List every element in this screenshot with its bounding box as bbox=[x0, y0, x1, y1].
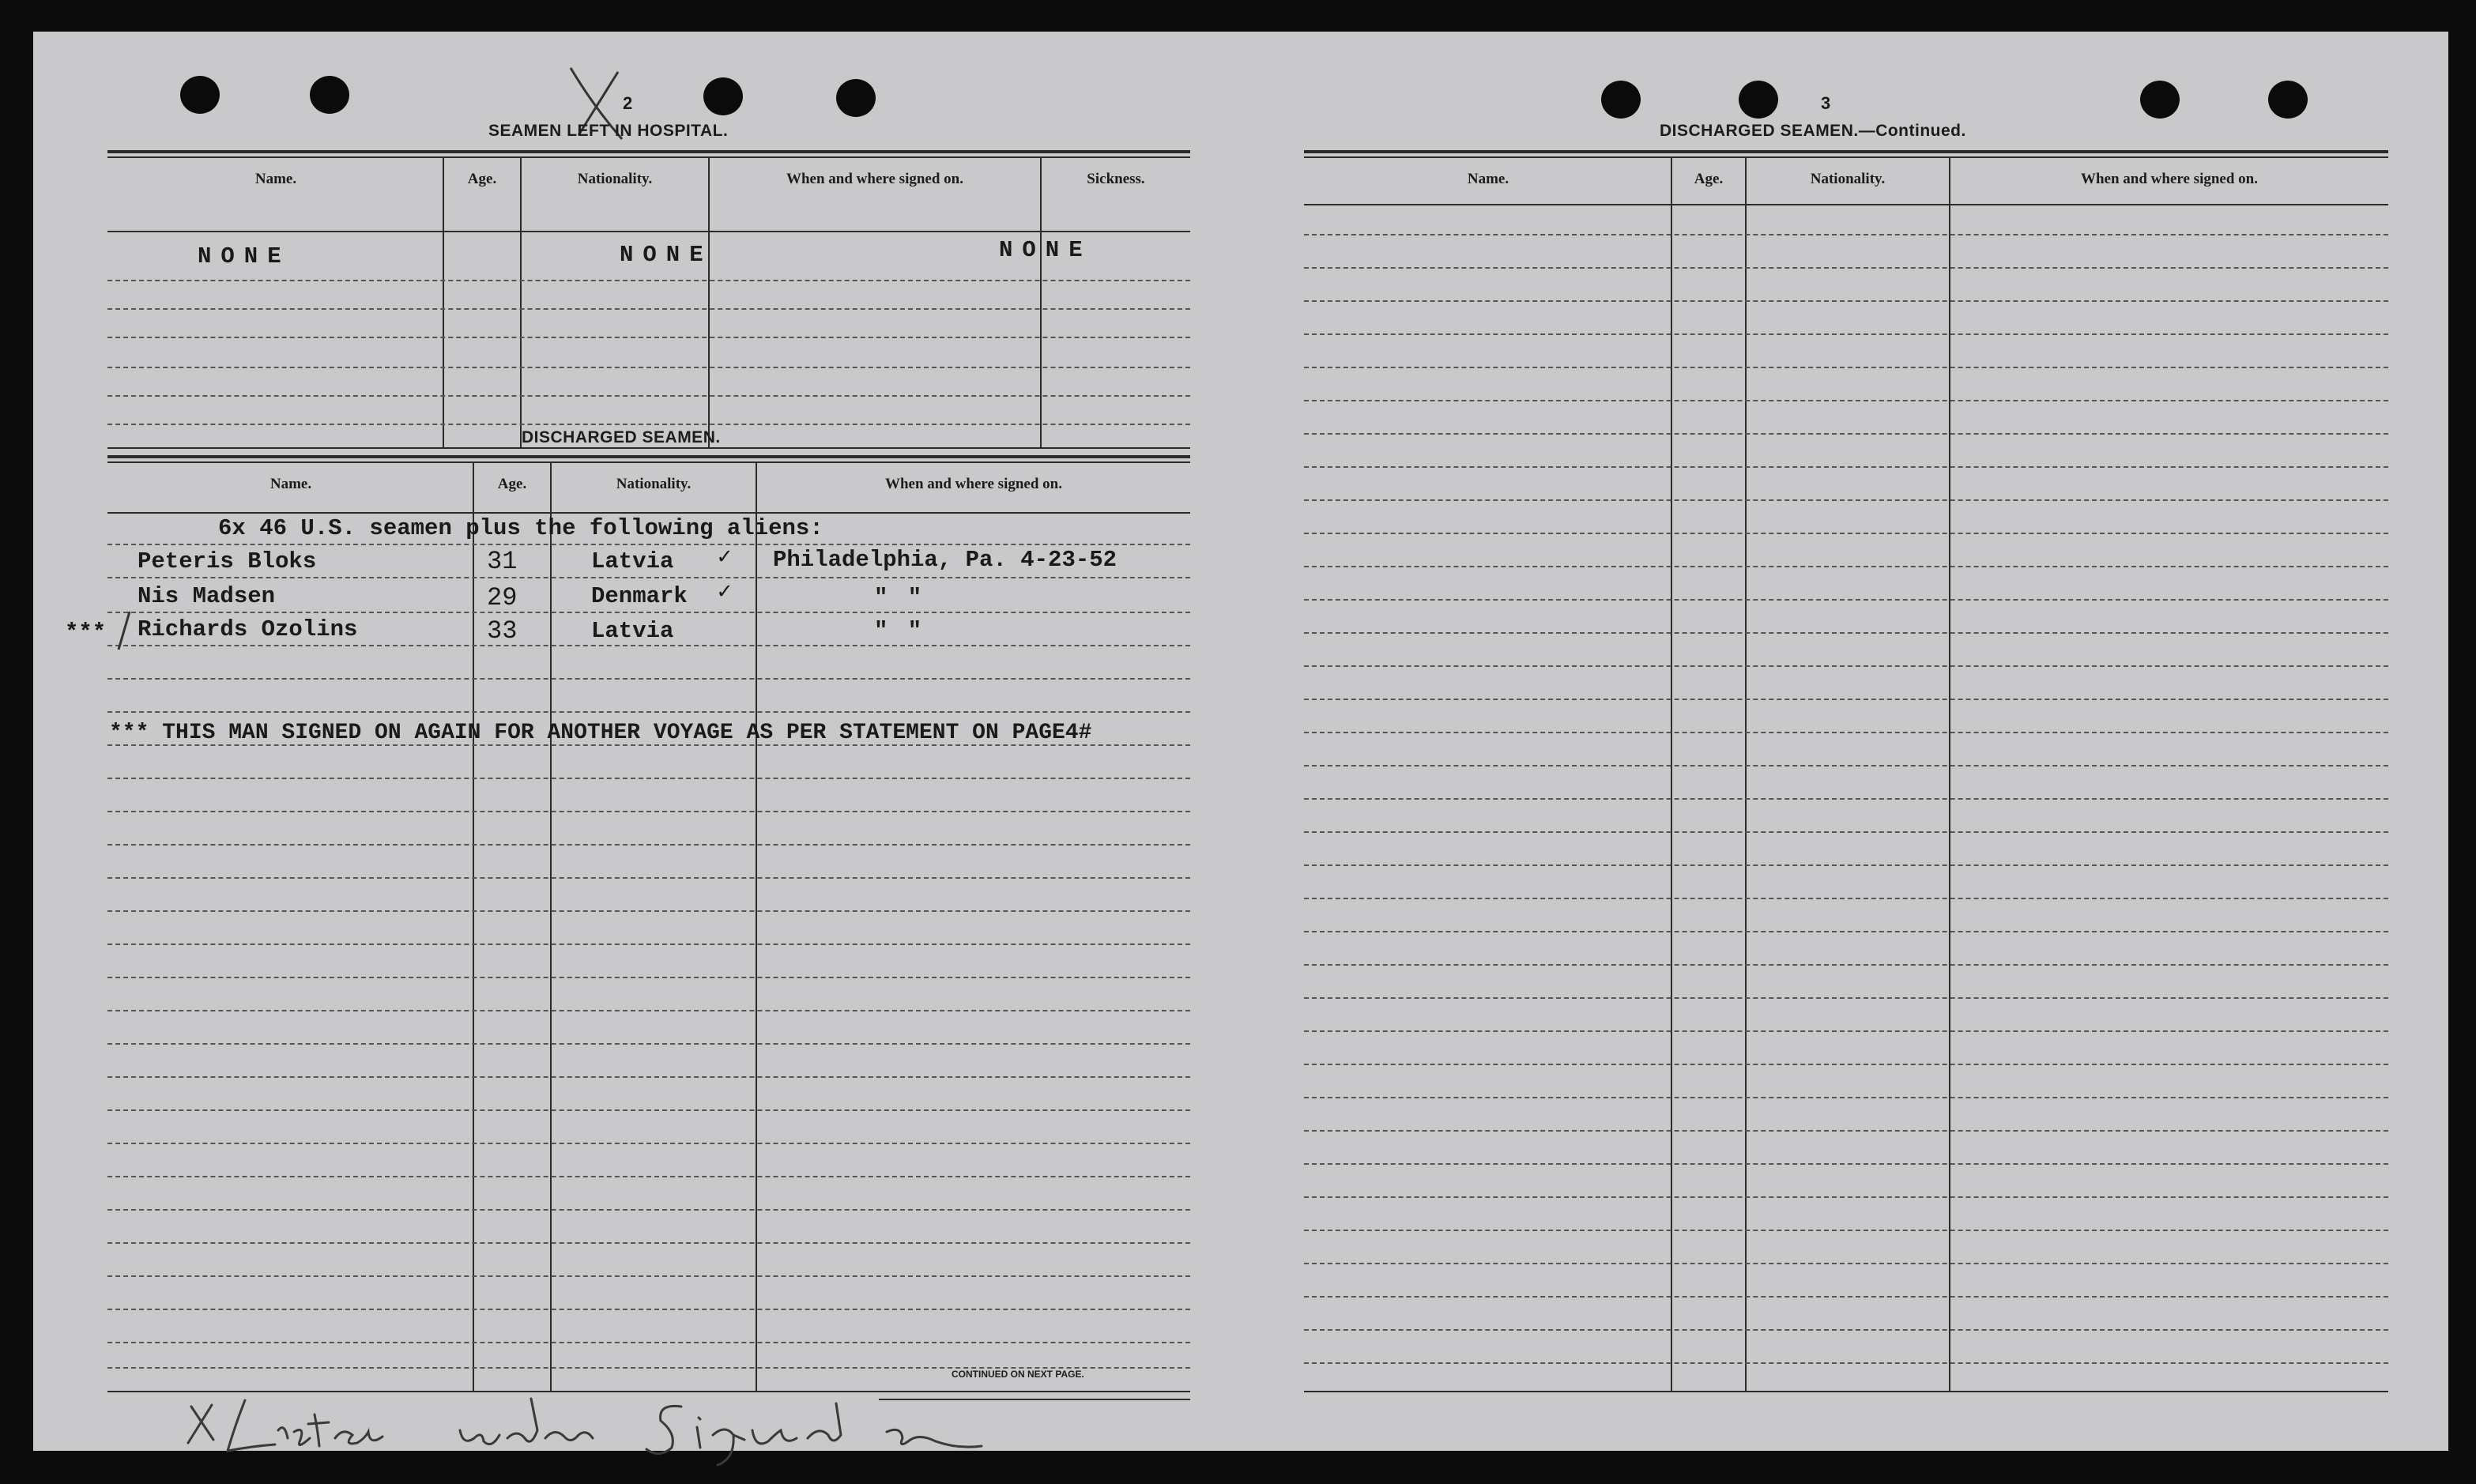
ruled-line bbox=[107, 1043, 1190, 1045]
column-divider bbox=[1949, 156, 1950, 1391]
ruled-line bbox=[107, 1275, 1190, 1277]
footnote-text: *** THIS MAN SIGNED ON AGAIN FOR ANOTHER VOYAGE AS PER STATEMENT ON PAGE4# bbox=[109, 721, 1092, 745]
column-header-nationality: Nationality. bbox=[1810, 171, 1886, 187]
ruled-line bbox=[1304, 400, 2388, 401]
seaman-age: 31 bbox=[487, 547, 518, 576]
row-marker: *** bbox=[65, 620, 107, 646]
ruled-line bbox=[1304, 1130, 2388, 1132]
ruled-line bbox=[107, 395, 1190, 397]
ruled-line bbox=[107, 1209, 1190, 1211]
ruled-line bbox=[107, 544, 1190, 545]
right-section-title: DISCHARGED SEAMEN.—Continued. bbox=[1660, 122, 1966, 140]
table-border bbox=[1304, 1391, 2388, 1392]
ruled-line bbox=[1304, 533, 2388, 534]
ruled-line bbox=[1304, 234, 2388, 235]
ruled-line bbox=[107, 1309, 1190, 1310]
ruled-line bbox=[1304, 1296, 2388, 1298]
punch-hole bbox=[310, 76, 349, 114]
column-divider bbox=[473, 461, 474, 1391]
ruled-line bbox=[1304, 433, 2388, 435]
handwritten-slash-mark bbox=[112, 607, 136, 654]
table-border bbox=[107, 447, 1190, 449]
column-header-signed-on: When and where signed on. bbox=[786, 171, 963, 187]
ruled-line bbox=[1304, 300, 2388, 302]
column-divider bbox=[1671, 156, 1672, 1391]
handwritten-note bbox=[160, 1383, 1045, 1470]
column-divider bbox=[520, 156, 522, 447]
ruled-line bbox=[107, 678, 1190, 680]
ruled-line bbox=[1304, 599, 2388, 601]
ruled-line bbox=[1304, 1196, 2388, 1198]
check-mark: ✓ bbox=[718, 579, 732, 605]
ruled-line bbox=[107, 612, 1190, 613]
seaman-nationality: Latvia bbox=[591, 618, 674, 644]
discharged-intro-line: 6x 46 U.S. seamen plus the following aliens: bbox=[218, 515, 823, 541]
table-border bbox=[107, 156, 1190, 158]
ruled-line bbox=[1304, 1329, 2388, 1331]
ruled-line bbox=[107, 977, 1190, 978]
seaman-nationality: Denmark bbox=[591, 583, 688, 609]
column-divider bbox=[1745, 156, 1747, 1391]
ruled-line bbox=[107, 944, 1190, 945]
ruled-line bbox=[107, 1010, 1190, 1011]
ruled-line bbox=[1304, 699, 2388, 700]
ruled-line bbox=[1304, 1163, 2388, 1165]
punch-hole bbox=[1739, 81, 1778, 119]
punch-hole bbox=[703, 77, 743, 115]
table-border bbox=[107, 231, 1190, 232]
punch-hole bbox=[1601, 81, 1641, 119]
ruled-line bbox=[107, 424, 1190, 425]
ruled-line bbox=[1304, 632, 2388, 634]
ruled-line bbox=[1304, 1263, 2388, 1264]
page-number-right: 3 bbox=[1821, 93, 1831, 113]
ruled-line bbox=[1304, 864, 2388, 866]
ruled-line bbox=[1304, 1030, 2388, 1032]
ruled-line bbox=[107, 1143, 1190, 1144]
ruled-line bbox=[107, 844, 1190, 846]
ruled-line bbox=[1304, 665, 2388, 667]
seaman-signed-on: " " bbox=[874, 585, 925, 611]
punch-hole bbox=[180, 76, 220, 114]
seaman-age: 29 bbox=[487, 583, 518, 612]
column-divider bbox=[550, 461, 552, 1391]
hospital-nationality-entry: NONE bbox=[620, 242, 713, 268]
ruled-line bbox=[107, 910, 1190, 912]
ruled-line bbox=[107, 1109, 1190, 1111]
ruled-line bbox=[1304, 732, 2388, 733]
column-header-signed-on: When and where signed on. bbox=[884, 476, 1062, 492]
hospital-section-title: SEAMEN LEFT IN HOSPITAL. bbox=[488, 122, 729, 140]
column-divider bbox=[756, 461, 757, 1391]
seaman-age: 33 bbox=[487, 616, 518, 646]
table-border bbox=[1304, 156, 2388, 158]
ruled-line bbox=[1304, 566, 2388, 567]
ruled-line bbox=[107, 811, 1190, 812]
seaman-name: Richards Ozolins bbox=[138, 616, 358, 642]
column-header-name: Name. bbox=[254, 171, 297, 187]
column-divider bbox=[708, 156, 710, 447]
page-number-left: 2 bbox=[623, 93, 633, 113]
table-border bbox=[107, 455, 1190, 458]
ruled-line bbox=[1304, 466, 2388, 468]
ruled-line bbox=[107, 1076, 1190, 1078]
ruled-line bbox=[107, 877, 1190, 879]
ruled-line bbox=[1304, 931, 2388, 932]
seaman-signed-on: " " bbox=[874, 618, 925, 644]
ruled-line bbox=[1304, 1230, 2388, 1231]
check-mark: ✓ bbox=[718, 544, 732, 571]
ruled-line bbox=[107, 778, 1190, 779]
ruled-line bbox=[107, 280, 1190, 281]
table-border bbox=[107, 512, 1190, 514]
ruled-line bbox=[1304, 798, 2388, 800]
ruled-line bbox=[107, 1342, 1190, 1343]
column-header-nationality: Nationality. bbox=[577, 171, 653, 187]
table-border bbox=[107, 461, 1190, 463]
ruled-line bbox=[107, 1242, 1190, 1244]
document-sheet bbox=[33, 32, 2448, 1451]
table-border bbox=[1304, 150, 2388, 153]
ruled-line bbox=[1304, 898, 2388, 899]
hospital-sickness-entry: NONE bbox=[999, 237, 1092, 263]
ruled-line bbox=[1304, 499, 2388, 501]
seaman-name: Nis Madsen bbox=[138, 583, 276, 609]
ruled-line bbox=[107, 1176, 1190, 1177]
column-header-age: Age. bbox=[497, 476, 527, 492]
ruled-line bbox=[1304, 367, 2388, 368]
column-header-signed-on: When and where signed on. bbox=[2080, 171, 2258, 187]
ruled-line bbox=[1304, 831, 2388, 833]
column-divider bbox=[1040, 156, 1042, 447]
ruled-line bbox=[107, 337, 1190, 338]
ruled-line bbox=[107, 645, 1190, 646]
ruled-line bbox=[1304, 997, 2388, 999]
column-divider bbox=[443, 156, 444, 447]
table-border bbox=[1304, 204, 2388, 205]
continued-label: CONTINUED ON NEXT PAGE. bbox=[952, 1369, 1084, 1380]
seaman-nationality: Latvia bbox=[591, 548, 674, 574]
ruled-line bbox=[1304, 267, 2388, 269]
column-header-name: Name. bbox=[269, 476, 312, 492]
punch-hole bbox=[836, 79, 876, 117]
seaman-name: Peteris Bloks bbox=[138, 548, 317, 574]
ruled-line bbox=[1304, 964, 2388, 966]
ruled-line bbox=[1304, 333, 2388, 335]
ruled-line bbox=[1304, 1362, 2388, 1364]
ruled-line bbox=[1304, 1064, 2388, 1065]
ruled-line bbox=[107, 367, 1190, 368]
punch-hole bbox=[2268, 81, 2308, 119]
punch-hole bbox=[2140, 81, 2180, 119]
column-header-sickness: Sickness. bbox=[1087, 171, 1145, 187]
column-header-nationality: Nationality. bbox=[616, 476, 692, 492]
ruled-line bbox=[107, 711, 1190, 713]
table-border bbox=[107, 150, 1190, 153]
ruled-line bbox=[107, 577, 1190, 578]
ruled-line bbox=[1304, 765, 2388, 766]
seaman-signed-on: Philadelphia, Pa. 4-23-52 bbox=[773, 547, 1117, 573]
hospital-name-entry: NONE bbox=[198, 243, 291, 269]
discharged-section-title: DISCHARGED SEAMEN. bbox=[522, 428, 721, 446]
column-header-age: Age. bbox=[467, 171, 497, 187]
ruled-line bbox=[1304, 1097, 2388, 1098]
column-header-name: Name. bbox=[1467, 171, 1509, 187]
column-header-age: Age. bbox=[1694, 171, 1724, 187]
ruled-line bbox=[107, 308, 1190, 310]
